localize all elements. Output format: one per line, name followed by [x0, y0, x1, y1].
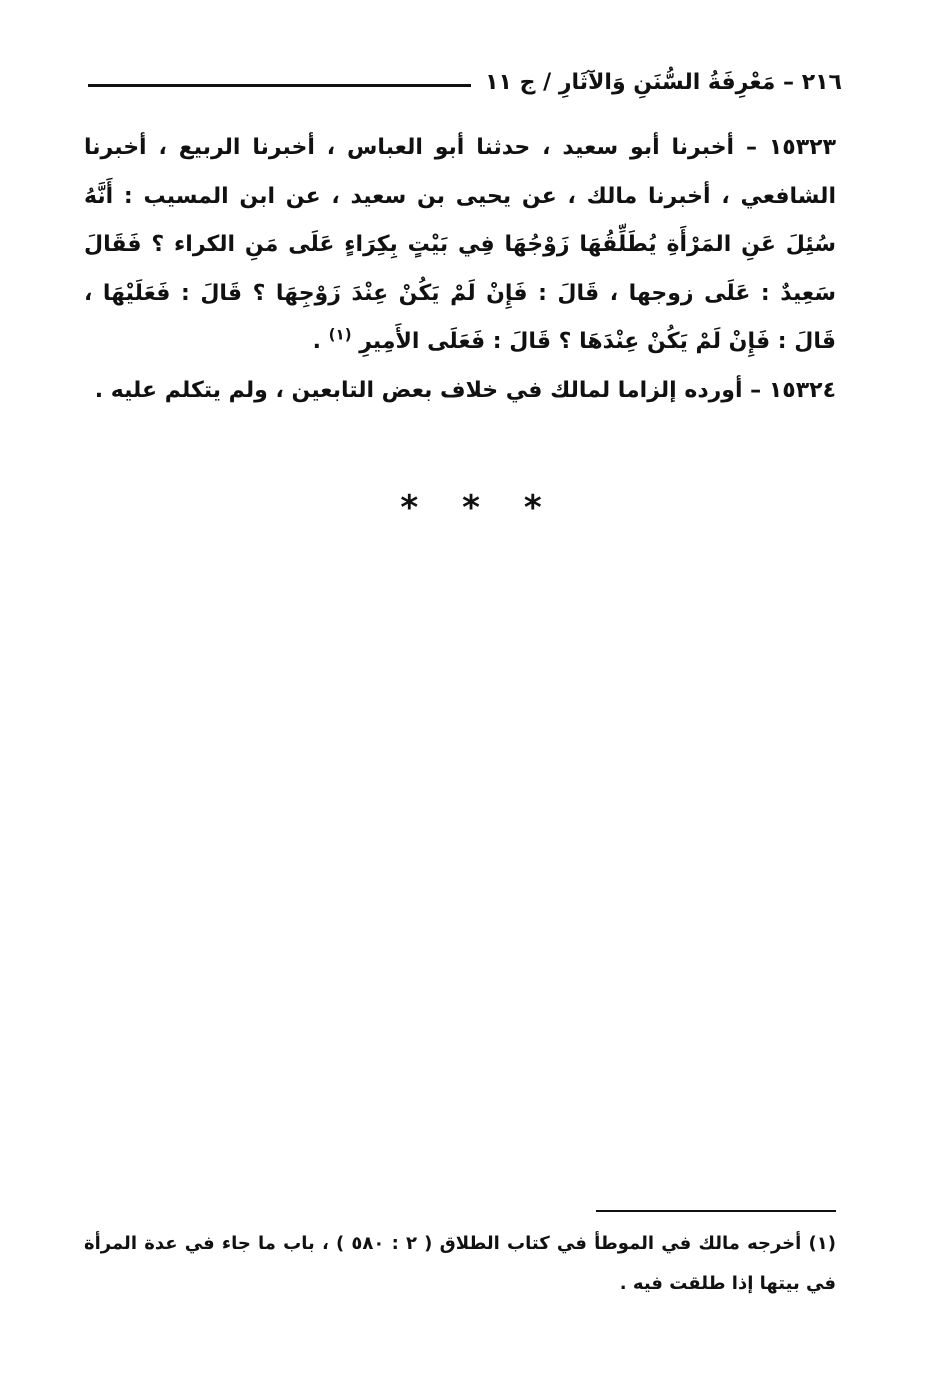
paragraph-text: ١٥٣٢٣ – أخبرنا أبو سعيد ، حدثنا أبو العباس ، أخبرنا الربيع ، أخبرنا الشافعي ، أخبرنا مالك ، عن يحيى بن سعيد ، عن ابن المسيب : أَنَّهُ سُئِلَ عَنِ المَرْأَةِ يُطَلِّقُهَا زَوْجُهَا فِي بَيْتٍ بِكِرَاءٍ عَلَى مَنِ الكراء ؟ فَقَالَ سَعِيدٌ : عَلَى زوجها ، قَالَ : فَإِنْ لَمْ يَكُنْ عِنْدَ زَوْجِهَا ؟ قَالَ : فَعَلَيْهَا ، قَالَ : فَإِنْ لَمْ يَكُنْ عِنْدَهَا ؟ قَالَ : فَعَلَى الأَمِيرِ [84, 135, 836, 354]
hadith-paragraph-15324: ١٥٣٢٤ – أورده إلزاما لمالك في خلاف بعض التابعين ، ولم يتكلم عليه . [94, 377, 836, 403]
footnote-reference[interactable]: (١) [328, 325, 352, 344]
footnote-1: (١) أخرجه مالك في الموطأ في كتاب الطلاق ( ٢ : ٥٨٠ ) ، باب ما جاء في عدة المرأة في بيتها إذا طلقت فيه . [84, 1233, 836, 1294]
page-header [88, 62, 842, 102]
header-rule [88, 84, 471, 87]
asterisk-mark: * [523, 488, 542, 528]
footnotes [84, 1224, 836, 1304]
section-separator [0, 488, 942, 528]
asterisk-mark: * [462, 488, 480, 528]
main-text [84, 124, 836, 415]
asterisk-mark: * [400, 488, 419, 528]
hadith-paragraph-15323 [84, 124, 836, 367]
paragraph-end: . [312, 329, 329, 354]
running-head: ٢١٦ – مَعْرِفَةُ السُّنَنِ وَالآثَارِ / ج ١١ [485, 69, 842, 95]
footnote-rule [596, 1210, 836, 1212]
